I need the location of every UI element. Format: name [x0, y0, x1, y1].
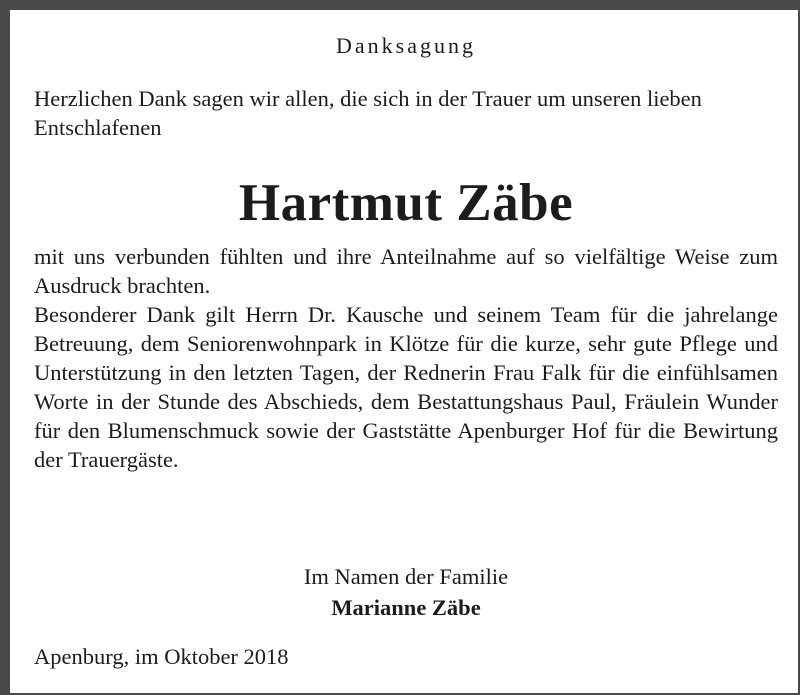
notice-body — [34, 242, 778, 474]
body-paragraph-1: mit uns verbunden fühlten und ihre Anteilnahme auf so vielfältige Weise zum Ausdruck brachten. — [34, 244, 778, 298]
deceased-name: Hartmut Zäbe — [238, 174, 574, 232]
place-and-date: Apenburg, im Oktober 2018 — [34, 644, 289, 669]
signature-label: Im Namen der Familie — [303, 564, 509, 589]
signature-name: Marianne Zäbe — [331, 595, 481, 620]
intro-text: Herzlichen Dank sagen wir allen, die sich in der Trauer um unseren lieben Entschlafenen — [34, 86, 702, 140]
body-paragraph-2: Besonderer Dank gilt Herrn Dr. Kausche und seinem Team für die jahrelange Betreuung, dem Seniorenwohnpark in Klötze für die kurze, sehr gute Pflege und Unterstützung in den letzten Tagen, der Rednerin Frau Falk für die einfühlsamen Worte in der Stunde des Abschieds, dem Bestattungshaus Paul, Fräulein Wunder für den Blumenschmuck sowie der Gaststätte Apenburger Hof für die Bewirtung der Trauergäste. — [34, 302, 778, 472]
notice-heading: Danksagung — [336, 33, 476, 58]
